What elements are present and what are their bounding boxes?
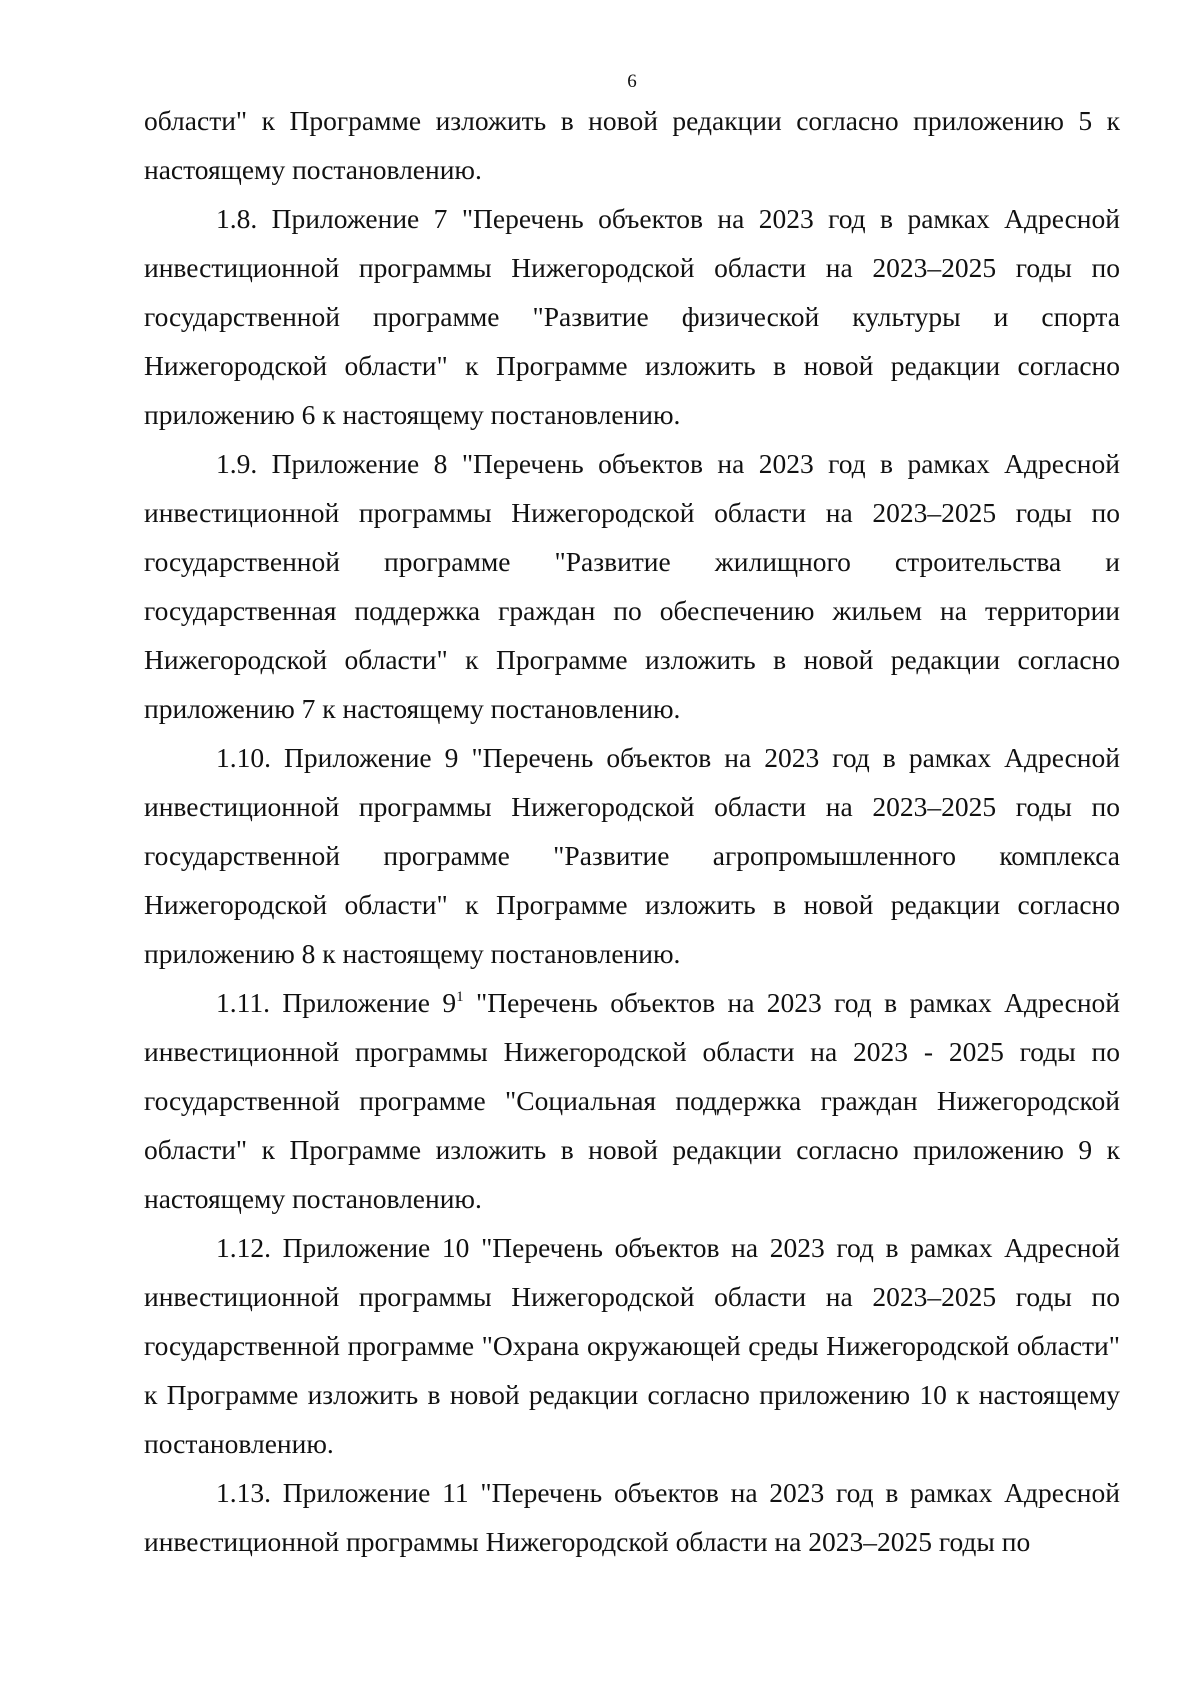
paragraph-1-10: 1.10. Приложение 9 "Перечень объектов на 2023 год в рамках Адресной инвестиционной программы Нижегородской области на 2023–2025 годы по государственной программе "Развитие агропромышленного комплекса Нижегородской области" к Программе изложить в новой редакции согласно приложению 8 к настоящему постановлению. (144, 742, 1120, 969)
paragraph-1-12: 1.12. Приложение 10 "Перечень объектов на 2023 год в рамках Адресной инвестиционной программы Нижегородской области на 2023–2025 годы по государственной программе "Охрана окружающей среды Нижегородской области" к Программе изложить в новой редакции согласно приложению 10 к настоящему постановлению. (144, 1232, 1120, 1459)
paragraph-1-8: 1.8. Приложение 7 "Перечень объектов на 2023 год в рамках Адресной инвестиционной программы Нижегородской области на 2023–2025 годы по государственной программе "Развитие физической культуры и спорта Нижегородской области" к Программе изложить в новой редакции согласно приложению 6 к настоящему постановлению. (144, 203, 1120, 430)
paragraph-1-11-lead: 1.11. Приложение 9 (216, 987, 457, 1018)
document-body (144, 96, 1120, 1566)
paragraph-1-9: 1.9. Приложение 8 "Перечень объектов на 2023 год в рамках Адресной инвестиционной программы Нижегородской области на 2023–2025 годы по государственной программе "Развитие жилищного строительства и государственная поддержка граждан по обеспечению жильем на территории Нижегородской области" к Программе изложить в новой редакции согласно приложению 7 к настоящему постановлению. (144, 448, 1120, 724)
paragraph-1-11-rest: "Перечень объектов на 2023 год в рамках Адресной инвестиционной программы Нижегородской области на 2023 - 2025 годы по государственной программе "Социальная поддержка граждан Нижегородской области" к Программе изложить в новой редакции согласно приложению 9 к настоящему постановлению. (144, 987, 1121, 1214)
page-number: 6 (627, 71, 637, 92)
paragraph-1-13: 1.13. Приложение 11 "Перечень объектов на 2023 год в рамках Адресной инвестиционной программы Нижегородской области на 2023–2025 годы по (144, 1477, 1120, 1557)
paragraph-continuation: области" к Программе изложить в новой редакции согласно приложению 5 к настоящему постановлению. (144, 105, 1120, 185)
paragraph-1-11 (144, 978, 1120, 1223)
superscript-1: 1 (456, 989, 464, 1005)
